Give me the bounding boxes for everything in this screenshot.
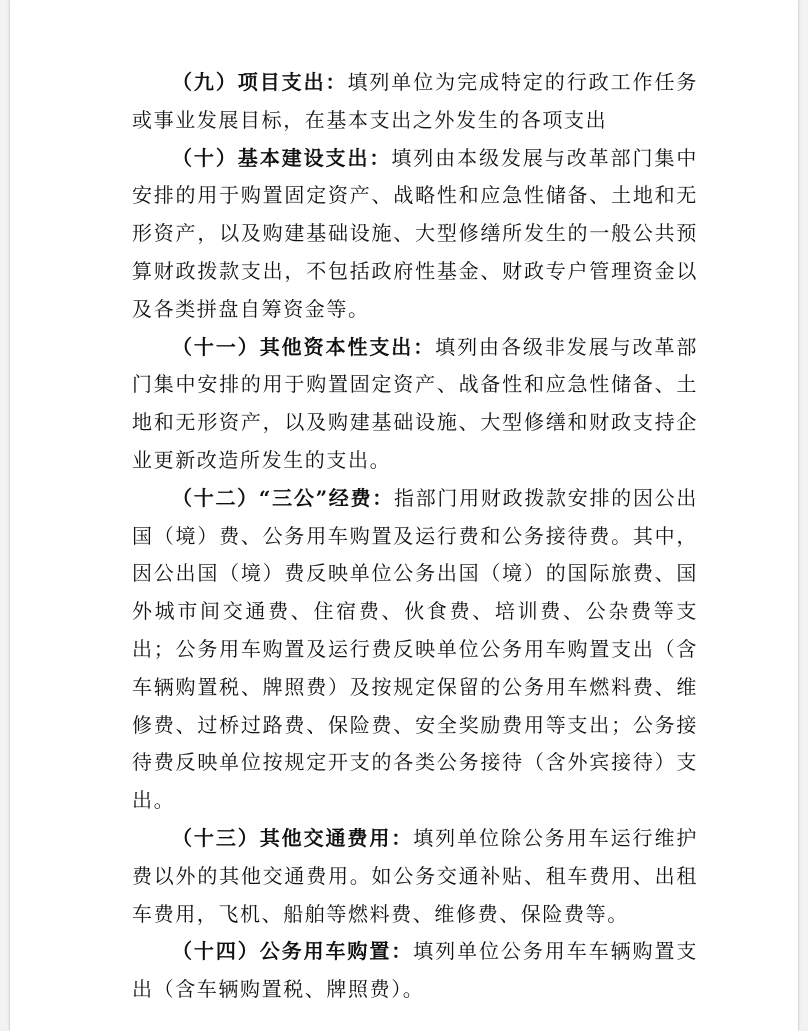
- term-definition: 填列单位公务用车车辆购置支出（含车辆购置税、牌照费）。: [132, 939, 698, 1002]
- paragraph-three-public-expenses: [132, 480, 698, 820]
- term-heading: （十）基本建设支出：: [172, 145, 392, 170]
- paragraph-project-expenditure: [132, 64, 698, 140]
- paragraph-other-capital: [132, 329, 698, 480]
- term-heading: （九）项目支出：: [172, 70, 348, 94]
- term-definition: 填列单位为完成特定的行政工作任务或事业发展目标，在基本支出之外发生的各项支出: [132, 70, 698, 132]
- term-heading: （十四）公务用车购置：: [172, 939, 414, 964]
- term-heading: （十一）其他资本性支出：: [172, 334, 436, 359]
- paragraph-other-transport: [132, 820, 698, 933]
- term-heading: （十三）其他交通费用：: [172, 825, 414, 850]
- paragraph-capital-construction: [132, 140, 698, 329]
- term-definition: 填列由各级非发展与改革部门集中安排的用于购置固定资产、战备性和应急性储备、土地和无形资产，以及购建基础设施、大型修缮和财政支持企业更新改造所发生的支出。: [132, 334, 699, 472]
- document-body: [132, 64, 698, 1009]
- paragraph-vehicle-purchase: [132, 933, 698, 1009]
- document-page: [10, 0, 798, 1031]
- term-definition: 指部门用财政拨款安排的因公出国（境）费、公务用车购置及运行费和公务接待费。其中，因公出国（境）费反映单位公务出国（境）的国际旅费、国外城市间交通费、住宿费、伙食费、培训费、公杂费等支出；公务用车购置及运行费反映单位公务用车购置支出（含车辆购置税、牌照费）及按规定保留的公务用车燃料费、维修费、过桥过路费、保险费、安全奖励费用等支出；公务接待费反映单位按规定开支的各类公务接待（含外宾接待）支出。: [132, 485, 699, 813]
- term-heading: （十二）“三公”经费：: [172, 485, 394, 510]
- term-definition: 填列由本级发展与改革部门集中安排的用于购置固定资产、战略性和应急性储备、土地和无形资产，以及购建基础设施、大型修缮所发生的一般公共预算财政拨款支出，不包括政府性基金、财政专户管理资金以及各类拼盘自筹资金等。: [132, 145, 699, 321]
- term-definition: 填列单位除公务用车运行维护费以外的其他交通费用。如公务交通补贴、租车费用、出租车费用，飞机、船舶等燃料费、维修费、保险费等。: [132, 825, 698, 926]
